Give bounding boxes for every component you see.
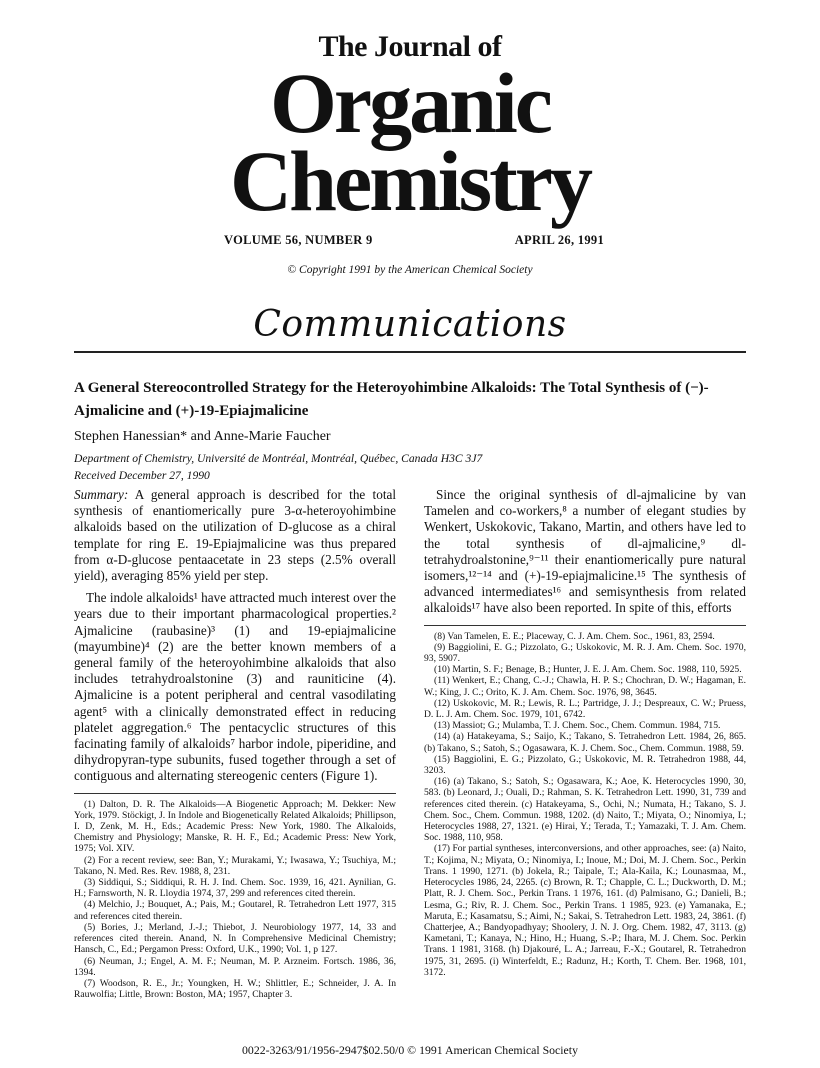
- footnote: (17) For partial syntheses, interconversions, and other approaches, see: (a) Naito, T.; Kojima, N.; Miyata, O.; Ninomiya, I.; Inoue, M.; Doi, M. J. Chem. Soc., Perkin Trans. 1 1990, 1271. (b) Jokela, R.; Taipale, T.; Ala-Kaila, K.; Lounasmaa, M., Heterocycles 1986, 24, 2265. (c) Brown, R. T.; Chapple, C. L.; Duckworth, D. M.; Platt, R. J. Chem. Soc., Perkin Trans. 1 1976, 161. (d) Palmisano, G.; Danieli, B.; Lesma, G.; Riv, R. J. Chem. Soc., Perkin Trans. 1 1985, 923. (e) Yamanaka, E.; Maruta, E.; Kasamatsu, S.; Aimi, N.; Sakai, S. Tetrahedron Lett. 1983, 24, 3861. (f) Chatterjee, A.; Bandyopadhyay; Shoolery, J. N. J. Org. Chem. 1982, 47, 3113. (g) Kametani, T.; Kanaya, N.; Hino, H.; Huang, S.-P.; Ihara, M. J. Chem. Soc. Perkin Trans. 1 1981, 3168. (h) Djakouré, L. A.; Jarreau, F.-X.; Goutarel, R. Tetrahedron 1975, 31, 2695. (i) Winterfeldt, E.; Radunz, H.; Korth, T. Chem. Ber. 1968, 101, 3172.: [424, 843, 746, 978]
- footnote: (3) Siddiqui, S.; Siddiqui, R. H. J. Ind. Chem. Soc. 1939, 16, 421. Aynilian, G. H.; Farnsworth, N. R. Lloydia 1974, 37, 299 and references cited therein.: [74, 877, 396, 900]
- footnote: (11) Wenkert, E.; Chang, C.-J.; Chawla, H. P. S.; Chochran, D. W.; Hagaman, E. W.; King, J. C.; Orito, K. J. Am. Chem. Soc. 1976, 98, 3645.: [424, 675, 746, 698]
- footnote: (2) For a recent review, see: Ban, Y.; Murakami, Y.; Iwasawa, Y.; Tsuchiya, M.; Takano, N. Med. Res. Rev. 1988, 8, 231.: [74, 854, 396, 877]
- author-affiliation: Department of Chemistry, Université de Montréal, Montréal, Québec, Canada H3C 3J7: [74, 452, 483, 465]
- received-date: Received December 27, 1990: [74, 469, 210, 482]
- journal-masthead: [0, 30, 820, 229]
- article-title: A General Stereocontrolled Strategy for the Heteroyohimbine Alkaloids: The Total Synthesis of (−)-Ajmalicine and (+)-19-Epiajmalicine: [74, 380, 709, 419]
- footnotes-right: [424, 631, 746, 978]
- right-column: [424, 487, 746, 978]
- footnote: (16) (a) Takano, S.; Satoh, S.; Ogasawara, K.; Aoe, K. Heterocycles 1990, 30, 583. (b) Leonard, J.; Ouali, D.; Rahman, S. K. Tetrahedron Lett. 1990, 31, 739 and references cited therein. (c) Hatakeyama, S., Ochi, N.; Numata, H.; Takano, S. J. Chem. Soc., Chem. Commun. 1988, 1202. (d) Naito, T.; Miyata, O.; Ninomiya, I.; Heterocycles 1988, 27, 1321. (e) Hirai, Y.; Terada, T.; Yamazaki, T. J. Am. Chem. Soc. 1988, 110, 958.: [424, 776, 746, 844]
- issue-date: APRIL 26, 1991: [514, 233, 604, 247]
- volume-number: VOLUME 56, NUMBER 9: [224, 233, 373, 247]
- article-authors: Stephen Hanessian* and Anne-Marie Faucher: [74, 429, 331, 444]
- footnote: (12) Uskokovic, M. R.; Lewis, R. L.; Partridge, J. J.; Despreaux, C. W.; Pruess, D. L. J. Am. Chem. Soc. 1979, 101, 6742.: [424, 697, 746, 721]
- footnote: (1) Dalton, D. R. The Alkaloids—A Biogenetic Approach; M. Dekker: New York, 1979. Stöckigt, J. In Indole and Biogenetically Related Alkaloids; Phillipson, I. D, Zenk, M. H., Eds.; Academic Press: New York, 1980. The Alkaloids, Chemistry and Physiology; Manske, R. H. F., Ed.; Academic Press: New York, 1975; Vol. XIV.: [74, 798, 396, 855]
- footnote: (10) Martin, S. F.; Benage, B.; Hunter, J. E. J. Am. Chem. Soc. 1988, 110, 5925.: [434, 664, 742, 676]
- footnotes-left: [74, 799, 396, 1001]
- intro-paragraph: The indole alkaloids¹ have attracted much interest over the years due to their important pharmacological properties.² Ajmalicine (raubasine)³ (1) and 19-epiajmalicine (mayumbine)⁴ (2) are the better known members of a general family of the heteroyohimbine alkaloids that also includes tetrahydroalstonine (3) and rauniticine (4). Ajmalicine is a potent peripheral and central vasodilating agent⁵ with a clinically demonstrated effect in reducing platelet aggregation.⁶ The pentacyclic structures of this facinating family of alkaloids⁷ harbor indole, piperidine, and dihydropyran-type subunits, fused together through a set of contiguous and alternating stereogenic centers (Figure 1).: [74, 590, 396, 784]
- footnote: (7) Woodson, R. E., Jr.; Youngken, H. W.; Shlittler, E.; Schneider, J. A. In Rauwolfia; Little, Brown: Boston, MA; 1957, Chapter 3.: [74, 977, 396, 1001]
- summary-text: A general approach is described for the total synthesis of enantiomerically pure 3-α-heteroyohimbine alkaloids based on the utilization of D-glucose as a chiral template for ring E. 19-Epiajmalicine was thus prepared from α-D-glucose pentaacetate in 23 steps (2.5% overall yield), averaging 85% yield per step.: [74, 487, 396, 584]
- history-paragraph: Since the original synthesis of dl-ajmalicine by van Tamelen and co-workers,⁸ a number of elegant studies by Wenkert, Uskokovic, Takano, Martin, and others have led to the total synthesis of dl-ajmalicine,⁹ dl-tetrahydroalstonine,⁹⁻¹¹ their enantiomerically pure natural isomers,¹²⁻¹⁴ and (+)-19-epiajmalicine.¹⁵ The synthesis of advanced intermediates¹⁶ and semisynthesis from related alkaloids¹⁷ have also been reported. In spite of this, efforts: [424, 487, 746, 616]
- copyright-notice: © Copyright 1991 by the American Chemical Society: [287, 264, 533, 276]
- summary-paragraph: [74, 487, 396, 584]
- footnote-divider-right: [424, 625, 746, 626]
- masthead-line-2: Organic: [270, 55, 550, 151]
- page-footer: 0022-3263/91/1956-2947$02.50/0 © 1991 American Chemical Society: [242, 1043, 578, 1057]
- section-title: Communications: [253, 304, 567, 345]
- footnote-divider-left: [74, 793, 396, 794]
- left-column: [74, 487, 396, 1000]
- footnote: (6) Neuman, J.; Engel, A. M. F.; Neuman, M. P. Arzneim. Fortsch. 1986, 36, 1394.: [74, 955, 396, 978]
- footnote: (13) Massiot; G.; Mulamba, T. J. Chem. Soc., Chem. Commun. 1984, 715.: [434, 720, 721, 732]
- footnote: (15) Baggiolini, E. G.; Pizzolato, G.; Uskokovic, M. R. Tetrahedron 1988, 44, 3203.: [424, 753, 746, 777]
- footnote: (5) Bories, J.; Merland, J.-J.; Thiebot, J. Neurobiology 1977, 14, 33 and references cited therein. Anand, N. In Comprehensive Medicinal Chemistry; Hansch, C., Ed.; Pergamon Press: Oxford, U.K., 1990; Vol. 1, p 127.: [74, 921, 396, 956]
- summary-label: Summary:: [74, 487, 129, 502]
- footnote: (8) Van Tamelen, E. E.; Placeway, C. J. Am. Chem. Soc., 1961, 83, 2594.: [434, 630, 715, 642]
- footnote: (14) (a) Hatakeyama, S.; Saijo, K.; Takano, S. Tetrahedron Lett. 1984, 26, 865. (b) Takano, S.; Satoh, S.; Ogasawara, K. J. Chem. Soc., Chem. Commun. 1988, 59.: [424, 731, 746, 754]
- footnote: (9) Baggiolini, E. G.; Pizzolato, G.; Uskokovic, M. R. J. Am. Chem. Soc. 1970, 93, 5907.: [424, 641, 746, 665]
- masthead-line-1: The Journal of: [318, 30, 502, 63]
- masthead-line-3: Chemistry: [230, 133, 590, 229]
- issue-info-row: [224, 233, 604, 248]
- footnote: (4) Melchio, J.; Bouquet, A.; Pais, M.; Goutarel, R. Tetrahedron Lett 1977, 315 and references cited therein.: [74, 899, 396, 922]
- section-divider: [74, 351, 746, 353]
